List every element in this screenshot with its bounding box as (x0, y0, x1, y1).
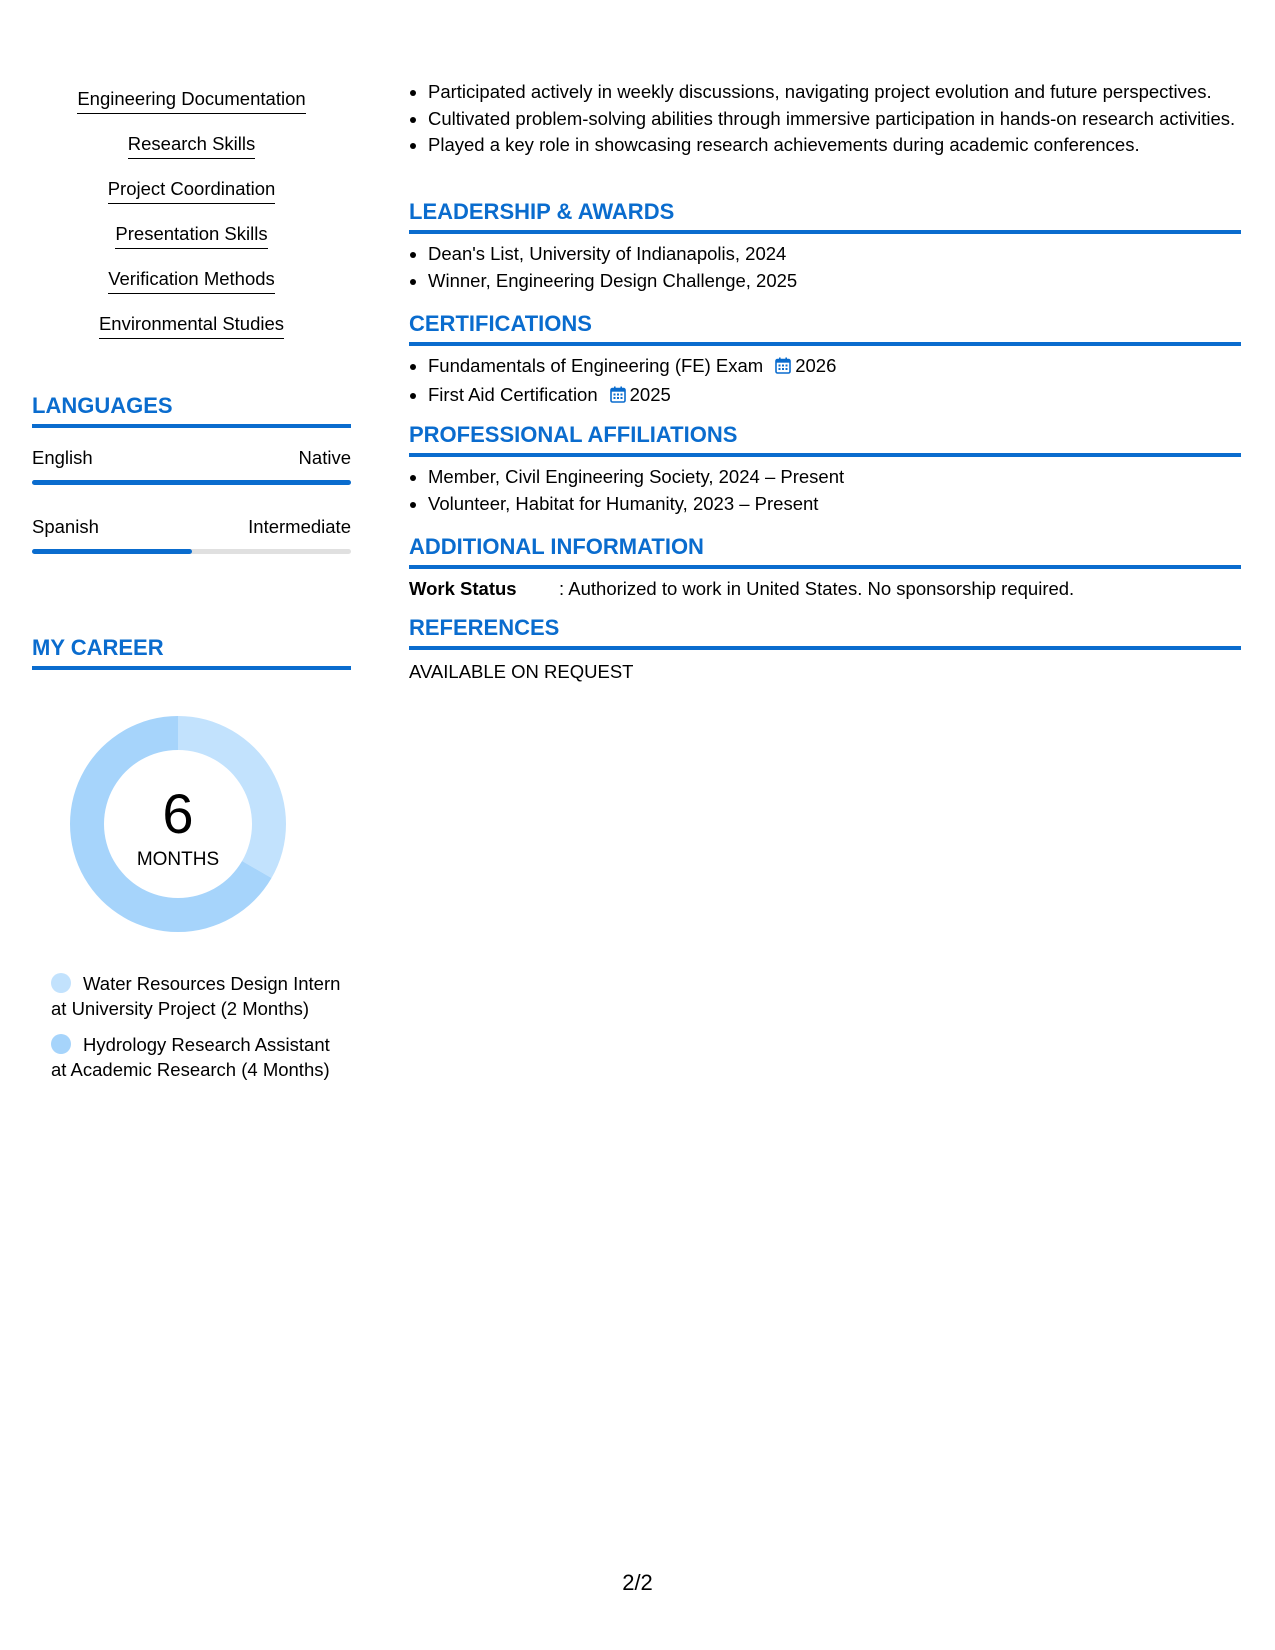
work-status-value: : Authorized to work in United States. No sponsorship required. (559, 578, 1075, 599)
skill-item: Research Skills (32, 131, 351, 176)
references-section (409, 614, 1241, 684)
list-item (428, 383, 1241, 410)
language-name: English (32, 447, 93, 468)
languages-section (32, 392, 351, 554)
references-text: AVAILABLE ON REQUEST (409, 661, 634, 682)
work-status-label: Work Status (409, 578, 517, 599)
certification-name: First Aid Certification (428, 383, 598, 405)
list-item (428, 354, 1241, 381)
references-title: REFERENCES (409, 614, 1241, 650)
languages-title: LANGUAGES (32, 392, 351, 428)
work-status-row (409, 577, 1241, 601)
language-bar (32, 549, 351, 554)
language-bar-fill (32, 480, 351, 485)
skill-item: Verification Methods (32, 266, 351, 311)
experience-bullets (409, 80, 1241, 160)
language-bar-fill (32, 549, 192, 554)
language-bar (32, 480, 351, 485)
language-level: Native (298, 447, 351, 468)
list-item: • Dean's List, University of Indianapolis, 2024 (428, 242, 1241, 267)
language-spanish (32, 515, 351, 554)
language-level: Intermediate (248, 516, 351, 537)
page-number: 2/2 (622, 1570, 653, 1595)
list-item: • Member, Civil Engineering Society, 2024 – Present (428, 465, 1241, 490)
legend-dot (51, 973, 71, 993)
affiliations-section (409, 421, 1241, 518)
affiliations-title: PROFESSIONAL AFFILIATIONS (409, 421, 1241, 457)
skill-item: Project Coordination (32, 176, 351, 221)
list-item: • Winner, Engineering Design Challenge, 2025 (428, 269, 1241, 294)
career-title: MY CAREER (32, 634, 351, 670)
certifications-section (409, 310, 1241, 411)
skill-item: Engineering Documentation (32, 86, 351, 131)
skills-list (32, 86, 351, 356)
career-legend (51, 972, 341, 1094)
certifications-title: CERTIFICATIONS (409, 310, 1241, 346)
skill-item: Presentation Skills (32, 221, 351, 266)
additional-info-title: ADDITIONAL INFORMATION (409, 533, 1241, 569)
career-donut-chart (66, 712, 290, 936)
calendar-icon (610, 385, 626, 410)
legend-item: Hydrology Research Assistant at Academic Research (4 Months) (51, 1034, 330, 1080)
calendar-icon (775, 356, 791, 381)
certification-year: 2025 (629, 383, 671, 405)
skill-item: Environmental Studies (32, 311, 351, 356)
leadership-section (409, 198, 1241, 295)
list-item: • Played a key role in showcasing research achievements during academic conferences. (428, 133, 1241, 158)
career-section (32, 634, 351, 1080)
legend-dot (51, 1034, 71, 1054)
certification-name: Fundamentals of Engineering (FE) Exam (428, 355, 764, 376)
additional-info-section (409, 533, 1241, 601)
donut-center-label: MONTHS (136, 849, 220, 870)
language-name: Spanish (32, 516, 99, 537)
donut-center-value: 6 (162, 782, 194, 845)
certification-year: 2026 (795, 355, 837, 376)
language-english (32, 446, 351, 485)
list-item: • Cultivated problem-solving abilities through immersive participation in hands-on research activities. (428, 107, 1241, 132)
legend-item: Water Resources Design Intern at University Project (2 Months) (51, 973, 341, 1019)
list-item: • Participated actively in weekly discussions, navigating project evolution and future perspectives. (428, 80, 1241, 105)
leadership-title: LEADERSHIP & AWARDS (409, 198, 1241, 234)
list-item: • Volunteer, Habitat for Humanity, 2023 – Present (428, 492, 1241, 517)
